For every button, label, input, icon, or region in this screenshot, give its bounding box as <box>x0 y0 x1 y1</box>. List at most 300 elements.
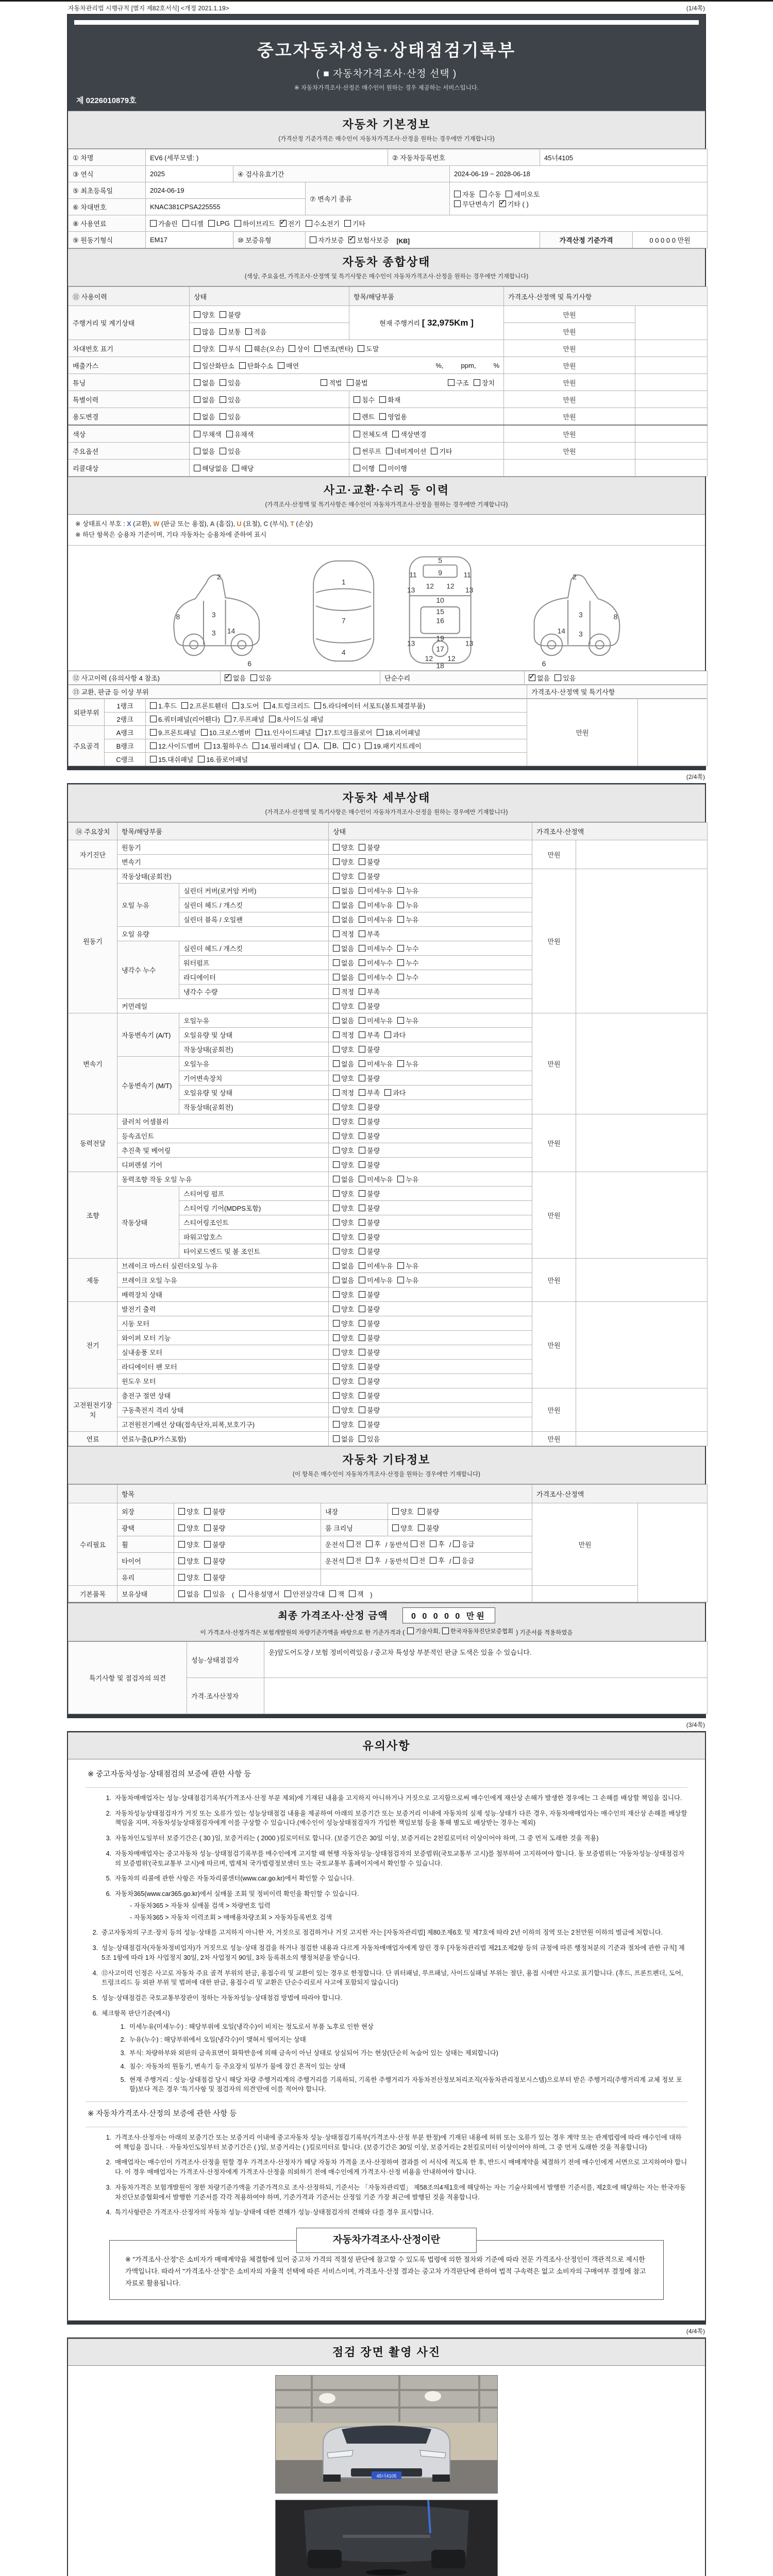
checkbox <box>397 887 404 894</box>
checkbox <box>225 716 231 722</box>
tuning-note-cell <box>635 374 708 391</box>
checkbox <box>359 873 365 879</box>
notice-section-title: 유의사항 <box>362 1739 411 1752</box>
checkbox <box>220 311 226 318</box>
row-options[interactable]: 양호 불량 <box>329 1359 532 1374</box>
checkbox <box>333 930 340 937</box>
row-options[interactable]: 적정 부족 과다 <box>329 1085 532 1099</box>
checkbox <box>397 1017 404 1024</box>
checkbox <box>359 1277 365 1283</box>
opinion-group-label: 특기사항 및 점검자의 의견 <box>69 1642 187 1714</box>
glass-options[interactable]: 양호 불량 <box>174 1569 321 1585</box>
checkbox <box>359 1003 365 1009</box>
checkbox <box>284 1590 291 1597</box>
checkbox <box>359 858 365 865</box>
accident-history-options[interactable]: ✓ 없음 있음 <box>221 671 380 684</box>
group-price: 만원 <box>532 1172 576 1258</box>
notice-head-2: ※ 자동차가격조사·산정의 보증에 관한 사항 등 <box>86 2102 687 2127</box>
row-label: 와이퍼 모터 기능 <box>117 1330 329 1345</box>
detail-section-title: 자동차 세부상태 <box>342 791 431 804</box>
row-options[interactable]: 양호 불량 <box>329 1071 532 1085</box>
group-note <box>576 869 708 1013</box>
final-price-bar <box>68 1602 705 1642</box>
reg-no-value: 45너4105 <box>540 149 708 166</box>
checkbox <box>366 1557 373 1564</box>
row-options[interactable]: 없음 있음 <box>329 1431 532 1446</box>
standard-book-options[interactable]: 기술사회, 한국자동차진단보증협회 <box>406 1630 514 1636</box>
definition-body: ※ "가격조사·산정"은 소비자가 매매계약을 체결함에 있어 중고차 가격의 적절성 판단에 참고할 수 있도록 법령에 의한 절차와 기준에 따라 전문 가격조사·산정인이 객관적으로 제시한 가액입니다. 따라서 "가격조사·산정"은 소비자의 자율적 선택에 따른 서비스이며, 가격조사·산정 결과는 중고차 가격판단에 관하여 법적 구속력은 없고 소비자의 구매여부 결정에 참고자료로 활용됩니다. <box>125 2256 646 2287</box>
fuel-options[interactable]: 가솔린 디젤 LPG 하이브리드 ✓ 전기 수소전기 기타 <box>146 215 708 232</box>
checkbox <box>194 448 200 454</box>
page-marker-2: (2/4쪽) <box>686 773 705 781</box>
fuel-label: ⑧ 사용연료 <box>69 215 146 232</box>
tuning-exist-options[interactable]: 없음 있음 <box>194 378 245 387</box>
accident-section-bar <box>68 477 705 515</box>
checkbox <box>310 236 316 243</box>
checkbox <box>397 1262 404 1269</box>
checkbox <box>377 729 383 736</box>
detail-table <box>68 822 708 1446</box>
rankA-options[interactable]: 9.프론트패널 10.크로스멤버 11.인사이드패널 17.트렁크플로어 18.리어패널 <box>146 725 527 739</box>
checkbox <box>359 1132 365 1139</box>
checkbox <box>280 220 287 227</box>
basic-section-subtitle: (가격산정 기준가격은 매수인이 자동차가격조사·산정을 원하는 경우에만 기재합니다) <box>278 136 495 142</box>
row-label: 외장 <box>117 1503 174 1519</box>
checkbox <box>329 1590 336 1597</box>
other-note <box>638 1503 708 1602</box>
svg-text:12: 12 <box>425 654 433 663</box>
row-label: 오일유량 및 상태 <box>179 1027 329 1042</box>
tire-options[interactable]: 양호 불량 <box>174 1552 321 1569</box>
recall-done-options[interactable]: 이행 미이행 <box>349 460 504 477</box>
row-options[interactable]: 없음 미세누유 누유 <box>329 912 532 926</box>
row-label: 기어변속장치 <box>179 1071 329 1085</box>
checkbox <box>379 465 386 471</box>
group-price: 만원 <box>532 1013 576 1114</box>
recall-price <box>504 460 635 477</box>
svg-text:2: 2 <box>216 572 221 581</box>
checkbox <box>204 1541 211 1548</box>
checkbox <box>359 930 365 937</box>
row-label: 충전구 절연 상태 <box>117 1388 329 1402</box>
appraiser-opinion <box>264 1678 708 1714</box>
main-option-options[interactable]: 없음 있음 <box>190 443 349 460</box>
emission-price: 만원 <box>504 357 635 374</box>
checkbox <box>354 413 360 420</box>
main-option-kind-options[interactable]: 썬루프 네비게이션 기타 <box>349 443 504 460</box>
emission-cell <box>190 357 504 374</box>
wheel-options[interactable]: 양호 불량 <box>174 1536 321 1552</box>
checkbox <box>333 844 340 851</box>
row-label: 배력장치 상태 <box>117 1287 329 1301</box>
law-note: 자동차관리법 시행규칙 [별지 제82호서식] <개정 2021.1.19> <box>68 5 229 12</box>
tuning-legal-options[interactable]: 적법 불법 <box>321 378 372 387</box>
checkbox <box>178 1541 185 1548</box>
row-options[interactable]: 양호 불량 <box>329 854 532 869</box>
group-note <box>576 1431 708 1446</box>
vinmark-options[interactable]: 양호 부식 훼손(오손) 상이 변조(변타) 도말 <box>190 340 504 357</box>
row-options[interactable]: 없음 미세누유 누유 <box>329 1172 532 1186</box>
kit-cell[interactable]: 없음 있음 ( 사용설명서 안전삼각대 잭 잭 ) <box>174 1585 532 1602</box>
svg-text:13: 13 <box>407 638 415 647</box>
checkbox <box>392 431 399 437</box>
document-header <box>68 15 705 111</box>
checkbox <box>333 1003 340 1009</box>
inspection-photo-underbody <box>275 2500 498 2576</box>
checkbox <box>379 413 386 420</box>
checkbox <box>333 916 340 923</box>
checkbox <box>343 742 350 749</box>
row-options[interactable]: 양호 불량 <box>329 1330 532 1345</box>
opinion-table <box>68 1641 708 1714</box>
checkbox <box>359 1075 365 1081</box>
checkbox <box>333 1089 340 1096</box>
mileage-state-options[interactable]: 양호 불량 <box>190 306 349 323</box>
row-label: 오일누유 <box>179 1056 329 1071</box>
row-label: 라디에이터 팬 모터 <box>117 1359 329 1374</box>
other-col-price: 가격조사·산정액 <box>532 1484 708 1503</box>
checkbox <box>454 191 461 197</box>
row-label: 스티어링조인트 <box>179 1215 329 1229</box>
row-label: 변속기 <box>117 854 329 869</box>
checkbox <box>333 1118 340 1125</box>
checkbox <box>232 702 239 709</box>
transmission-options-row2[interactable]: 무단변속기 ✓ 기타 ( ) <box>454 199 703 209</box>
rankC-options[interactable]: 15.대쉬패널 16.플로어패널 <box>146 752 527 766</box>
rank2-label: 2랭크 <box>105 712 146 725</box>
checkbox <box>306 220 312 227</box>
page4-card <box>67 2337 706 2576</box>
row-label: 브레이크 오일 누유 <box>117 1273 329 1287</box>
checkbox <box>333 1435 340 1442</box>
row-label: 보유상태 <box>117 1585 174 1602</box>
row-options[interactable]: 없음 미세누유 누유 <box>329 1258 532 1273</box>
group-transmission: 변속기 <box>69 1013 117 1114</box>
row-options[interactable]: 없음 미세누유 누유 <box>329 1013 532 1027</box>
frame-label: 주요골격 <box>69 725 105 766</box>
row-options[interactable]: 적정 부족 과다 <box>329 1027 532 1042</box>
main-option-label: 주요옵션 <box>69 443 190 460</box>
checkbox <box>397 1176 404 1182</box>
row-label: 라디에이터 <box>179 970 329 984</box>
tire-position-cell[interactable]: 운전석 전 후 / 동반석 전 후 / 응급 <box>321 1552 532 1569</box>
checkbox <box>359 1205 365 1211</box>
color-row-label: 색상 <box>69 425 190 443</box>
checkbox <box>359 1363 365 1370</box>
checkbox <box>333 873 340 879</box>
row-options[interactable]: 양호 불량 <box>329 1128 532 1143</box>
sub-label: 수동변속기 (M/T) <box>117 1056 179 1114</box>
checkbox <box>359 1248 365 1255</box>
document-note: ※ 자동차가격조사·산정은 매수인이 원하는 경우 제공하는 서비스입니다. <box>294 85 479 91</box>
row-label: 발전기 출력 <box>117 1301 329 1316</box>
checkbox <box>359 1219 365 1226</box>
checkbox <box>264 702 271 709</box>
checkbox <box>333 1392 340 1399</box>
row-label: 추진축 및 베어링 <box>117 1143 329 1157</box>
final-price-note: 이 가격조사·산정가격은 보험개발원의 차량기준가액을 바탕으로 한 기준가격과 ( 기술사회, 한국자동차진단보증협회 ) 기준서를 적용하였음 <box>200 1628 573 1636</box>
row-options[interactable]: 없음 미세누수 누수 <box>329 970 532 984</box>
group-price: 만원 <box>532 1431 576 1446</box>
row-label: 스티어링 펌프 <box>179 1186 329 1200</box>
checkbox <box>344 220 351 227</box>
vinmark-row-label: 차대번호 표기 <box>69 340 190 357</box>
svg-text:14: 14 <box>227 626 236 635</box>
color-options[interactable]: 무채색 유채색 <box>190 425 349 443</box>
checkbox <box>499 200 506 207</box>
group-note <box>576 840 708 869</box>
group-note <box>576 1301 708 1388</box>
transmission-options-row1[interactable]: 자동 수동 세미오토 <box>454 189 703 199</box>
svg-text:16: 16 <box>436 616 444 625</box>
row-options[interactable]: 양호 불량 <box>329 1374 532 1388</box>
warranty-options-cell <box>306 232 540 248</box>
svg-text:2: 2 <box>573 572 577 581</box>
row-options[interactable]: 양호 불량 <box>329 1042 532 1056</box>
group-price: 만원 <box>532 869 576 1013</box>
checkbox <box>333 1190 340 1197</box>
comprehensive-table <box>68 286 708 477</box>
row-options[interactable]: 양호 불량 <box>329 1402 532 1417</box>
row-options[interactable]: 양호 불량 <box>329 1417 532 1431</box>
checkbox <box>358 345 364 352</box>
rank2-options[interactable]: 6.쿼터패널(리어휀다) 7.루프패널 8.사이드실 패널 <box>146 712 527 725</box>
checkbox <box>397 959 404 966</box>
row-options[interactable]: 양호 불량 <box>329 1345 532 1359</box>
row-options[interactable]: 양호 불량 <box>329 1099 532 1114</box>
group-repair-needed: 수리필요 <box>69 1503 117 1585</box>
notice-item: 자동차매매업자는 중고자동차 성능·상태점검기록부를 매수인에게 고지할 때 현행 자동차성능·상태점검자의 보증범위(국토교통부 고시)를 첨부하여 고지하여야 합니다. 동 보증범위는 '자동차성능·상태점검자의 보증범위'(국토교통부 고시)에 따르며, 법제처 국가법령정보센터 또는 국토교통부 홈페이지에서 확인할 수 있습니다. <box>115 1850 685 1867</box>
exterior-options[interactable]: 양호 불량 <box>174 1503 321 1519</box>
checkbox <box>359 1046 365 1053</box>
final-price-label: 최종 가격조사·산정 금액 <box>278 1610 388 1621</box>
warranty-options[interactable]: 자가보증 ✓ 보험사보증 <box>310 237 394 245</box>
row-label: 냉각수 수량 <box>179 984 329 998</box>
panel-price-header: 가격조사·산정액 및 특기사항 <box>527 685 708 698</box>
notice-item: 특기사항란은 가격조사·산정자의 자동차 성능·상태에 대한 견해가 성능·상태점검자의 견해와 다를 경우 표시합니다. <box>115 2209 434 2216</box>
notice-subitem: - 자동차365 > 자동차 실매물 검색 > 차량번호 입력 <box>130 1902 271 1909</box>
row-options[interactable]: 양호 불량 <box>329 1186 532 1200</box>
checkbox <box>150 756 157 762</box>
tuning-row-label: 튜닝 <box>69 374 190 391</box>
row-options[interactable]: 양호 불량 <box>329 1200 532 1215</box>
checkbox <box>366 1540 373 1547</box>
cleaning-options[interactable]: 양호 불량 <box>388 1519 532 1536</box>
car-name-value: EV6 (세부모델: ) <box>146 149 388 166</box>
usage-change-kind-options[interactable]: 렌트 영업용 <box>349 408 504 426</box>
row-options[interactable]: 양호 불량 <box>329 1244 532 1258</box>
simple-repair-options[interactable]: ✓ 없음 있음 <box>525 671 708 684</box>
svg-text:9: 9 <box>438 568 442 577</box>
checkbox <box>397 916 404 923</box>
rankA-label: A랭크 <box>105 725 146 739</box>
checkbox <box>431 448 438 454</box>
svg-text:11: 11 <box>409 570 417 579</box>
checkbox <box>480 191 486 197</box>
outer-panel-label: 외판부위 <box>69 699 105 725</box>
row-options[interactable]: 양호 불량 <box>329 998 532 1013</box>
car-name-label: ① 차명 <box>69 149 146 166</box>
checkbox <box>333 1233 340 1240</box>
accident-notes <box>68 515 705 546</box>
color-change-options[interactable]: 전체도색 색상변경 <box>349 425 504 443</box>
group-basic-items: 기본품목 <box>69 1585 117 1602</box>
checkbox <box>314 702 321 709</box>
notice-criterion: 부식: 차량하부와 외판의 금속표면이 화학반응에 의해 금속이 아닌 상태로 상실되어 가는 현상(단순히 녹슬어 있는 상태는 제외합니다) <box>129 2049 498 2057</box>
usage-note-cell <box>635 408 708 426</box>
svg-text:1: 1 <box>341 577 346 586</box>
row-label: 워터펌프 <box>179 955 329 970</box>
checkbox <box>333 1277 340 1283</box>
usage-change-options[interactable]: 없음 있음 <box>190 408 349 426</box>
svg-text:19: 19 <box>436 633 444 642</box>
detail-col-price: 가격조사·산정액 <box>532 822 708 840</box>
row-options[interactable]: 양호 불량 <box>329 1229 532 1244</box>
checkbox <box>359 1147 365 1154</box>
rank1-options[interactable]: 1.후드 2.프론트휀더 3.도어 4.트렁크리드 5.라디에이터 서포트(볼트체결부품) <box>146 699 527 712</box>
checkbox <box>150 220 157 227</box>
page2-card <box>67 783 706 1719</box>
checkbox <box>239 1590 246 1597</box>
checkbox <box>359 1291 365 1298</box>
special-history-kind-options[interactable]: 침수 화재 <box>349 391 504 408</box>
current-mileage-label: 현재 주행거리 <box>379 319 421 327</box>
usage-change-label: 용도변경 <box>69 408 190 426</box>
page-marker-3: (3/4쪽) <box>686 1721 705 1728</box>
row-options[interactable]: 양호 불량 <box>329 1316 532 1330</box>
wheel-position-cell[interactable]: 운전석 전 후 / 동반석 전 후 / 응급 <box>321 1536 532 1552</box>
notice-criterion: 침수: 자동차의 원동기, 변속기 등 주요장치 일부가 물에 잠긴 흔적이 있는 상태 <box>129 2062 346 2070</box>
checkbox <box>333 1031 340 1038</box>
transmission-options-cell <box>450 182 708 215</box>
checkbox <box>245 345 252 352</box>
first-reg-value: 2024-06-19 <box>146 182 306 199</box>
interior-options[interactable]: 양호 불량 <box>388 1503 532 1519</box>
row-options[interactable]: 양호 불량 <box>329 1114 532 1128</box>
checkbox <box>181 702 188 709</box>
option-note-cell <box>635 443 708 460</box>
checkbox <box>359 1378 365 1384</box>
emission-options[interactable]: 일산화탄소 탄화수소 매연 <box>194 361 304 370</box>
checkbox <box>333 1075 340 1081</box>
rankB-options[interactable]: 12.사이드멤버 13.휠하우스 14.필러패널 ( A, B, C ) 19.패키지트레이 <box>146 739 527 752</box>
checkbox <box>411 1557 417 1564</box>
row-options[interactable]: 없음 미세누유 누유 <box>329 1273 532 1287</box>
notice-item: 매매업자는 매수인이 가격조사·산정을 원할 경우 가격조사·산정자가 해당 자동차 가격을 조사·산정하여 결과를 이 서식에 적도록 한 후, 반드시 매매계약을 체결하기 전에 매수인에게 서면으로 고지하여야 합니다. 이 경우 매매업자는 가격조사·산정자에게 가격조사·산정을 의뢰하기 전에 매수인에게 가격조사·산정 비용을 안내하여야 합니다. <box>115 2159 687 2176</box>
checkbox <box>474 379 480 386</box>
row-options[interactable]: 양호 불량 <box>329 869 532 883</box>
row-label: 실린더 블록 / 오일팬 <box>179 912 329 926</box>
polish-options[interactable]: 양호 불량 <box>174 1519 321 1536</box>
checkbox <box>359 916 365 923</box>
special-history-options[interactable]: 없음 있음 <box>190 391 349 408</box>
row-label: 파워고압호스 <box>179 1229 329 1244</box>
row-options[interactable]: 없음 미세누수 누수 <box>329 941 532 955</box>
group-brake: 제동 <box>69 1258 117 1301</box>
row-options[interactable]: 양호 불량 <box>329 1388 532 1402</box>
checkbox <box>324 742 331 749</box>
row-label: 등속죠인트 <box>117 1128 329 1143</box>
svg-text:12: 12 <box>447 654 456 663</box>
row-options[interactable]: 양호 불량 <box>329 1143 532 1157</box>
row-options[interactable]: 양호 불량 <box>329 1157 532 1172</box>
current-mileage-cell <box>349 306 504 340</box>
accident-section-title: 사고·교환·수리 등 이력 <box>323 484 450 497</box>
recall-options[interactable]: 해당없음 해당 <box>190 460 349 477</box>
rankB-label: B랭크 <box>105 739 146 752</box>
row-options[interactable]: 적정 부족 <box>329 984 532 998</box>
checkbox <box>278 362 284 369</box>
checkbox <box>333 1205 340 1211</box>
checkbox <box>321 379 327 386</box>
checkbox <box>194 396 200 403</box>
checkbox <box>397 945 404 952</box>
checkbox <box>256 729 262 736</box>
checkbox <box>220 345 226 352</box>
row-options[interactable]: 적정 부족 <box>329 926 532 941</box>
row-label: 윈도우 모터 <box>117 1374 329 1388</box>
sub-label: 오일 누유 <box>117 883 179 926</box>
color-price: 만원 <box>504 425 635 443</box>
checkbox <box>333 1248 340 1255</box>
checkbox <box>245 328 252 335</box>
group-steering: 조향 <box>69 1172 117 1258</box>
row-options[interactable]: 양호 불량 <box>329 1287 532 1301</box>
checkbox <box>198 756 205 762</box>
checkbox <box>359 1104 365 1110</box>
checkbox <box>359 1031 365 1038</box>
final-price-value: 0 0 0 0 0 만원 <box>402 1607 495 1623</box>
checkbox <box>354 431 360 437</box>
svg-text:3: 3 <box>579 630 583 638</box>
row-label: 광택 <box>117 1519 174 1536</box>
notice-item: 자동차365(www.car365.go.kr)에서 실매물 조회 및 정비이력 확인을 확인할 수 있습니다. <box>115 1890 359 1897</box>
mileage-amount-options[interactable]: 많음 보통 적음 <box>190 323 349 340</box>
comprehensive-section-subtitle: (색상, 주요옵션, 가격조사·산정액 및 특기사항은 매수인이 자동차가격조사·산정을 원하는 경우에만 기재합니다) <box>244 274 529 280</box>
row-options[interactable]: 없음 미세누수 누수 <box>329 955 532 970</box>
vin-label: ⑥ 차대번호 <box>69 199 146 215</box>
row-options[interactable]: 없음 미세누유 누유 <box>329 897 532 912</box>
panel-section-label: ⑬ 교환, 판금 등 이상 부위 <box>69 685 527 698</box>
checkbox <box>430 1540 436 1547</box>
special-history-label: 특별이력 <box>69 391 190 408</box>
row-options[interactable]: 없음 미세누유 누유 <box>329 1056 532 1071</box>
row-options[interactable]: 양호 불량 <box>329 1215 532 1229</box>
svg-text:5: 5 <box>438 556 442 565</box>
row-options[interactable]: 양호 불량 <box>329 840 532 854</box>
tuning-kind-options[interactable]: 구조 장치 <box>448 378 499 387</box>
row-options[interactable]: 양호 불량 <box>329 1301 532 1316</box>
checkbox <box>305 742 311 749</box>
checkbox <box>411 1540 417 1547</box>
basic-info-table <box>68 149 708 248</box>
checkbox <box>454 200 461 207</box>
document-number: 제 0226010879호 <box>76 96 137 105</box>
group-note <box>576 1172 708 1258</box>
checkbox <box>225 674 231 681</box>
checkbox <box>359 1118 365 1125</box>
row-options[interactable]: 없음 미세누유 누유 <box>329 883 532 897</box>
row-label: 시동 모터 <box>117 1316 329 1330</box>
notice-section-bar <box>68 1732 705 1759</box>
checkbox <box>316 729 323 736</box>
year-value: 2025 <box>146 166 233 182</box>
photos-section-title: 점검 장면 촬영 사진 <box>332 2346 441 2359</box>
svg-text:12: 12 <box>446 581 455 590</box>
group-price: 만원 <box>532 1388 576 1431</box>
sub-label: 자동변속기 (A/T) <box>117 1013 179 1056</box>
group-electric: 전기 <box>69 1301 117 1388</box>
